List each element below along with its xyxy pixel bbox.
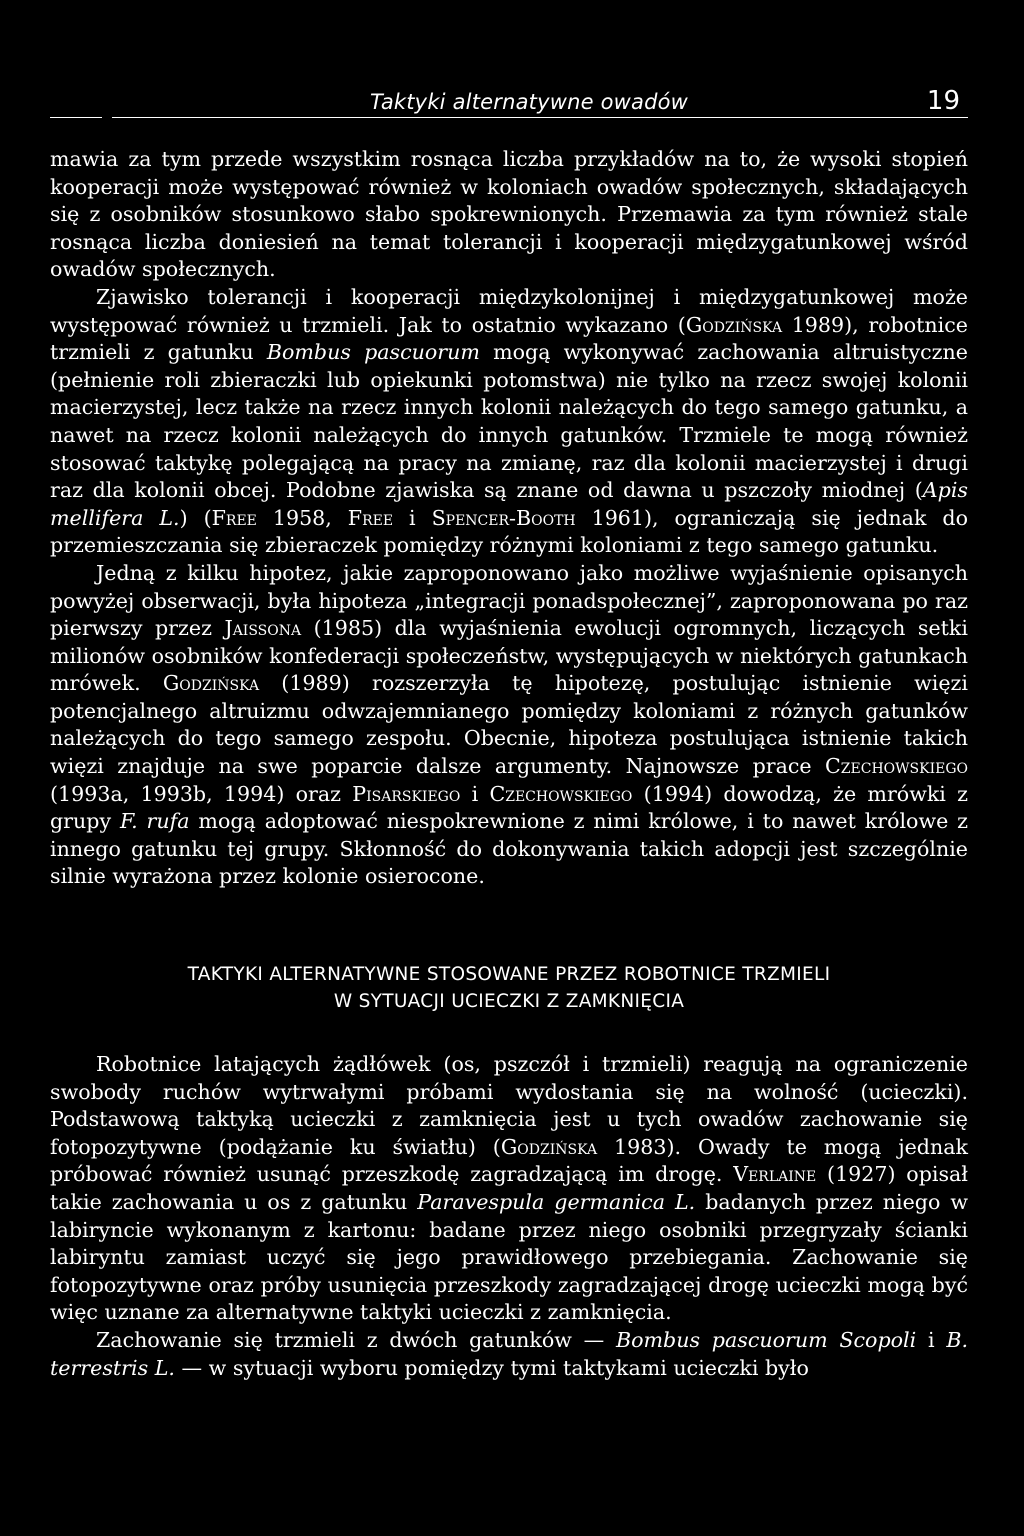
citation-author: Godzińska <box>162 671 260 696</box>
species-name: Paravespula germanica L. <box>417 1190 696 1214</box>
paragraph-4: Robotnice latających żądłówek (os, pszczół i trzmieli) reagują na ograniczenie swobody ruchów wytrwałymi próbami wydostania się na wolność (ucieczki). Podstawową taktyką ucieczki z zamknięcia jest u tych owadów zachowanie się fotopozytywne (podążanie ku światłu) (Godzińska 1983). Owady te mogą jednak próbować również usunąć przeszkodę zagradzającą im drogę. Verlaine (1927) opisał takie zachowania u os z gatunku Paravespula germanica L. badanych przez niego w labiryncie wykonanym z kartonu: badane przez niego osobniki przegryzały ścianki labiryntu zamiast uczyć się jego prawidłowego przebiegania. Zachowanie się fotopozytywne oraz próby usunięcia przeszkody zagradzającej drogę ucieczki mogą być więc uznane za alternatywne taktyki ucieczki z zamknięcia. <box>50 1052 969 1325</box>
citation-author: Pisarskiego <box>352 781 461 806</box>
species-name: Apis mellifera L. <box>50 478 968 530</box>
paragraph-3: Jedną z kilku hipotez, jakie zaproponowano jako możliwe wyjaśnienie opisanych powyżej obserwacji, była hipoteza „integracji ponadspołecznej”, zaproponowana po raz pierwszy przez Jaissona (1985) dla wyjaśnienia ewolucji ogromnych, liczących setki milionów osobników konfederacji społeczeństw, występujących w niektórych gatunkach mrówek. Godzińska (1989) rozszerzyła tę hipotezę, postulując istnienie więzi potencjalnego altruizmu odwzajemnianego pomiędzy koloniami z różnych gatunków należących do tego samego zespołu. Obecnie, hipoteza postulująca istnienie takich więzi znajduje na swe poparcie dalsze argumenty. Najnowsze prace Czechowskiego (1993a, 1993b, 1994) oraz Pisarskiego i Czechowskiego (1994) dowodzą, że mrówki z grupy F. rufa mogą adoptować niespokrewnione z nimi królowe, i to nawet królowe z innego gatunku tej grupy. Skłonność do dokonywania takich adopcji jest szczególnie silnie wyrażona przez kolonie osierocone. <box>50 560 969 889</box>
citation-author: Verlaine <box>733 1162 817 1187</box>
running-title: Taktyki alternatywne owadów <box>370 90 689 114</box>
species-name: Bombus pascuorum <box>266 340 480 365</box>
species-name: Bombus pascuorum Scopoli <box>615 1327 917 1352</box>
citation-author: Jaissona <box>224 616 302 641</box>
section-heading-line-1: TAKTYKI ALTERNATYWNE STOSOWANE PRZEZ ROBOTNICE TRZMIELI <box>187 964 831 986</box>
species-name: B. terrestris L. <box>50 1327 968 1380</box>
citation-author: Spencer-Booth <box>431 505 576 530</box>
body-text <box>50 146 968 1382</box>
paragraph-2: Zjawisko tolerancji i kooperacji międzykolonijnej i międzygatunkowej może występować również u trzmieli. Jak to ostatnio wykazano (Godzińska 1989), robotnice trzmieli z gatunku Bombus pascuorum mogą wykonywać zachowania altruistyczne (pełnienie roli zbieraczki lub opiekunki potomstwa) nie tylko na rzecz swojej kolonii macierzystej, lecz także na rzecz innych kolonii należących do tego samego gatunku, a nawet na rzecz kolonii należących do innych gatunków. Trzmiele te mogą również stosować taktykę polegającą na pracy na zmianę, raz dla kolonii macierzystej i drugi raz dla kolonii obcej. Podobne zjawiska są znane od dawna u pszczoły miodnej (Apis mellifera L.) (Free 1958, Free i Spencer-Booth 1961), ograniczają się jednak do przemieszczania się zbieraczek pomiędzy różnymi koloniami z tego samego gatunku. <box>50 284 968 558</box>
paragraph-5: Zachowanie się trzmieli z dwóch gatunków — Bombus pascuorum Scopoli i B. terrestris L. — w sytuacji wyboru pomiędzy tymi taktykami ucieczki było <box>50 1327 968 1380</box>
section-heading-line-2: W SYTUACJI UCIECZKI Z ZAMKNIĘCIA <box>333 991 685 1013</box>
page-number: 19 <box>926 86 960 116</box>
header-rule-left <box>50 117 102 118</box>
running-header <box>50 80 968 118</box>
citation-author: Free <box>347 505 394 530</box>
citation-author: Free <box>211 505 257 530</box>
citation-author: Czechowskiego <box>825 754 968 779</box>
section-heading <box>50 961 968 1015</box>
paragraph-1: mawia za tym przede wszystkim rosnąca liczba przykładów na to, że wysoki stopień kooperacji może występować również w koloniach owadów społecznych, składających się z osobników stosunkowo słabo spokrewnionych. Przemawia za tym również stale rosnąca liczba doniesień na temat tolerancji i kooperacji międzygatunkowej wśród owadów społecznych. <box>50 147 968 282</box>
citation-author: Godzińska <box>500 1134 598 1159</box>
book-page <box>50 80 968 1382</box>
header-rule-right <box>112 117 968 118</box>
citation-author: Czechowskiego <box>489 781 633 806</box>
species-name: F. rufa <box>120 809 190 834</box>
citation-author: Godzińska <box>685 312 783 337</box>
